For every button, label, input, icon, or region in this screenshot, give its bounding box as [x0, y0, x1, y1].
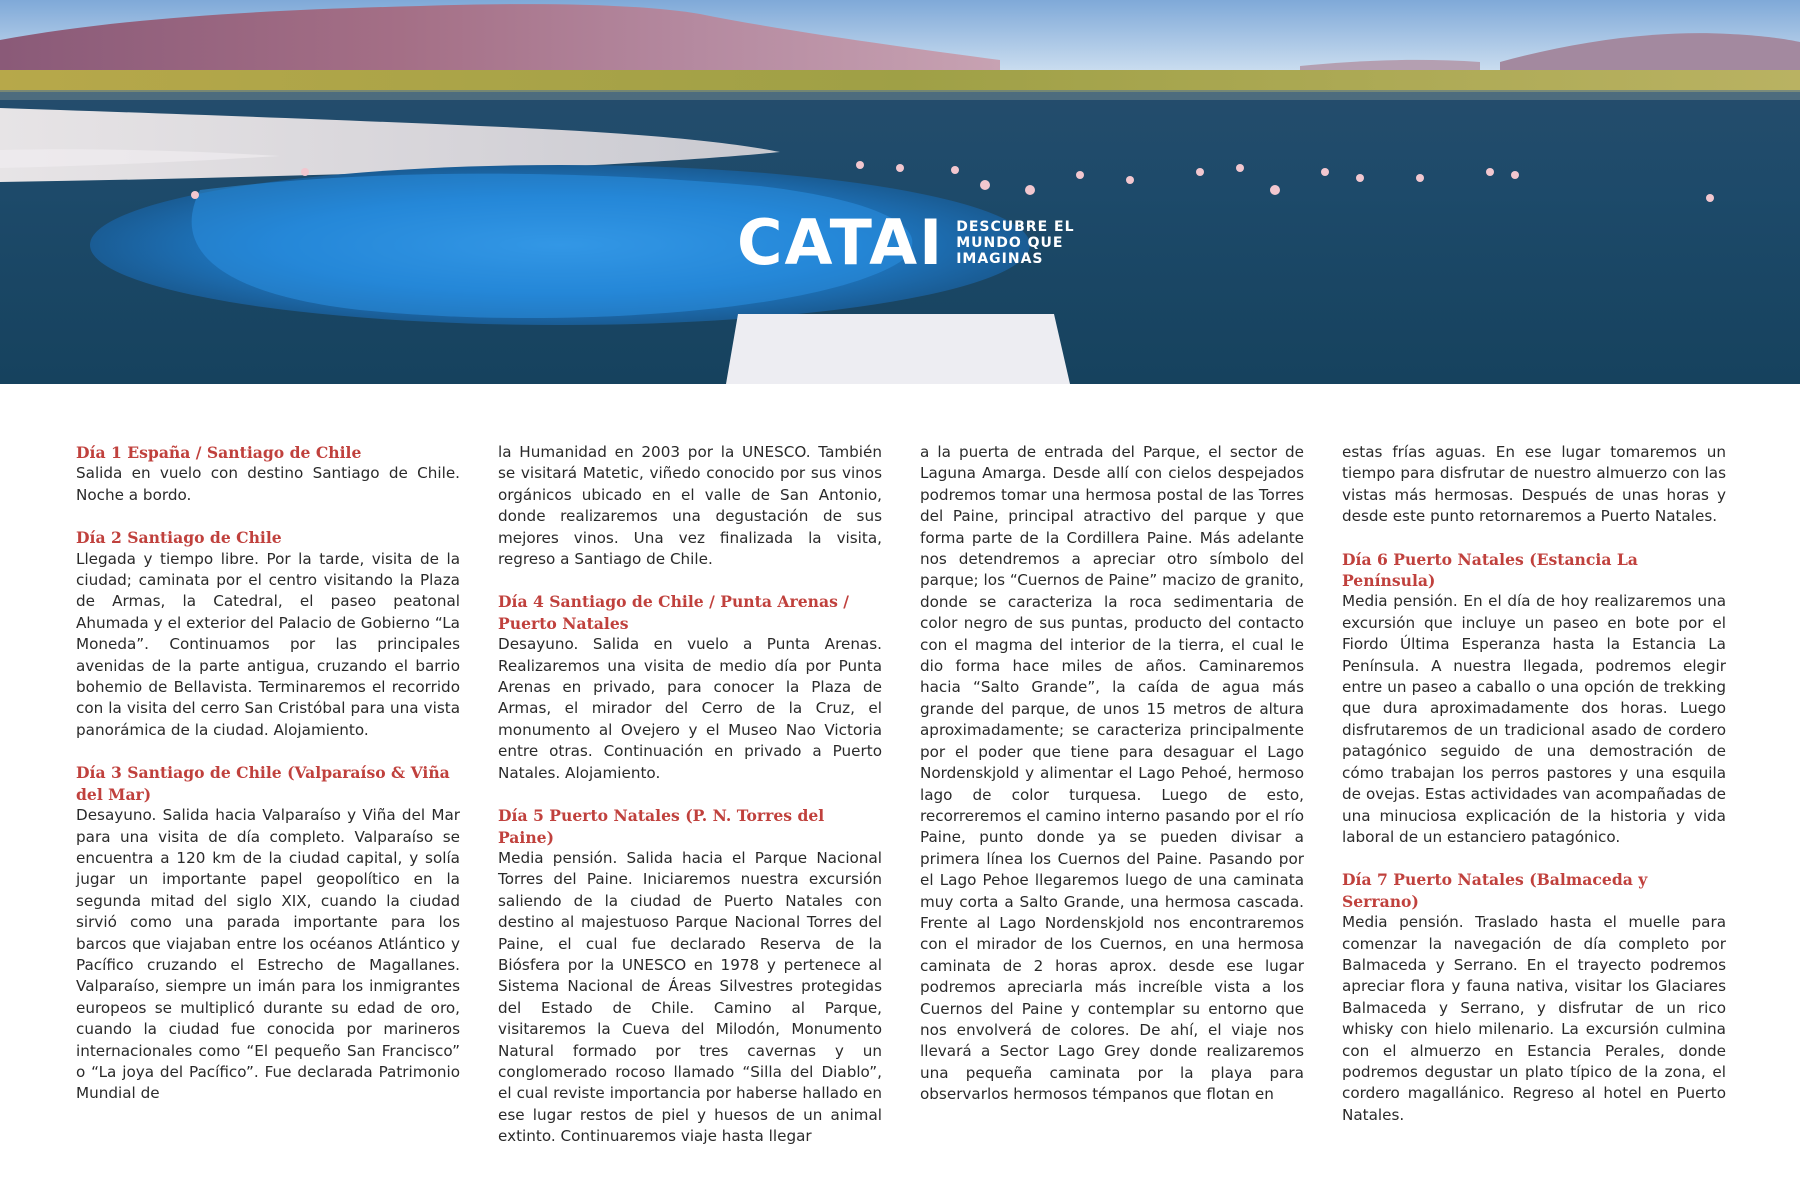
day-text: Media pensión. En el día de hoy realizaremos una excursión que incluye un paseo en bote por el Fiordo Última Esperanza hasta la Estancia La Península. A nuestra llegada, podremos elegir entre un paseo a caballo o una opción de trekking que dura aproximadamente dos horas. Luego disfrutaremos de un tradicional asado de cordero patagónico seguido de una demostración de cómo trabajan los perros pastores y una esquila de ovejas. Estas actividades van acompañadas de una minuciosa explicación de la historia y vida laboral de un estanciero patagónico.: [1342, 592, 1726, 846]
hero-photo: [0, 0, 1800, 384]
day-entry: [1342, 549, 1726, 849]
day-text: Salida en vuelo con destino Santiago de Chile. Noche a bordo.: [76, 464, 460, 504]
column-2: [498, 442, 882, 1146]
day-title: Día 7 Puerto Natales (Balmaceda y Serrano): [1342, 870, 1648, 911]
lagoon-landscape-image: [0, 0, 1800, 384]
day-text: Desayuno. Salida en vuelo a Punta Arenas. Realizaremos una visita de medio día por Punta Arenas en privado, para conocer la Plaza de Armas, el mirador del Cerro de la Cruz, el monumento al Ovejero y el Museo Nao Victoria entre otras. Continuación en privado a Puerto Natales. Alojamiento.: [498, 635, 882, 782]
column-3: [920, 442, 1304, 1142]
day-title: Día 2 Santiago de Chile: [76, 528, 282, 548]
tagline-line-1: DESCUBRE EL: [956, 219, 1075, 235]
day-title: Día 4 Santiago de Chile / Punta Arenas / Puerto Natales: [498, 592, 849, 633]
column-1: [76, 442, 460, 1142]
column-4: [1342, 442, 1726, 1142]
day-entry: [76, 442, 460, 506]
day-text: Media pensión. Salida hacia el Parque Nacional Torres del Paine. Iniciaremos nuestra excursión saliendo de la ciudad de Puerto Natales con destino al majestuoso Parque Nacional Torres del Paine, el cual fue declarado Reserva de la Biósfera por la UNESCO en 1978 y pertenece al Sistema Nacional de Áreas Silvestres protegidas del Estado de Chile. Camino al Parque, visitaremos la Cueva del Milodón, Monumento Natural formado por tres cavernas y un conglomerado rocoso llamado “Silla del Diablo”, el cual reviste importancia por haberse hallado en ese lugar restos de piel y huesos de un animal extinto. Continuaremos viaje hasta llegar: [498, 848, 882, 1146]
itinerary-columns: [76, 442, 1726, 1146]
logo-tagline: [956, 219, 1074, 267]
day-entry: [1342, 869, 1726, 1126]
tagline-line-2: MUNDO QUE: [956, 235, 1064, 251]
catai-logo: [737, 206, 1075, 279]
continued-text: la Humanidad en 2003 por la UNESCO. También se visitará Matetic, viñedo conocido por sus vinos orgánicos ubicado en el valle de San Antonio, donde realizaremos una degustación de sus mejores vinos. Una vez finalizada la visita, regreso a Santiago de Chile.: [498, 443, 882, 569]
logo-wordmark: CATAI: [737, 206, 945, 279]
day-title: Día 5 Puerto Natales (P. N. Torres del Paine): [498, 806, 825, 847]
continued-text: estas frías aguas. En ese lugar tomaremos un tiempo para disfrutar de nuestro almuerzo con las vistas más hermosas. Después de unas horas y desde este punto retornaremos a Puerto Natales.: [1342, 443, 1726, 526]
day-text: Media pensión. Traslado hasta el muelle para comenzar la navegación de día completo por Balmaceda y Serrano. En el trayecto podremos apreciar flora y fauna nativa, visitar los Glaciares Balmaceda y Serrano, y disfrutar de un rico whisky con hielo milenario. La excursión culmina con el almuerzo en Estancia Perales, donde podremos degustar un plato típico de la zona, el cordero magallánico. Regreso al hotel en Puerto Natales.: [1342, 913, 1726, 1124]
day-entry: [498, 591, 882, 784]
day-entry: [76, 762, 460, 1105]
day-text: Desayuno. Salida hacia Valparaíso y Viña del Mar para una visita de día completo. Valparaíso se encuentra a 120 km de la ciudad capital, y solía jugar un importante papel geopolítico en la segunda mitad del siglo XIX, cuando la ciudad sirvió como una parada importante para los barcos que viajaban entre los océanos Atlántico y Pacífico cruzando el Estrecho de Magallanes. Valparaíso, siempre un imán para los inmigrantes europeos se multiplicó durante su edad de oro, cuando la ciudad fue conocida por marineros internacionales como “El pequeño San Francisco” o “La joya del Pacífico”. Fue declarada Patrimonio Mundial de: [76, 806, 460, 1103]
day-entry: [76, 527, 460, 741]
day-title: Día 6 Puerto Natales (Estancia La Península): [1342, 549, 1638, 591]
day-title: Día 3 Santiago de Chile (Valparaíso & Viña del Mar): [76, 763, 450, 804]
day-text: Llegada y tiempo libre. Por la tarde, visita de la ciudad; caminata por el centro visitando la Plaza de Armas, la Catedral, el paseo peatonal Ahumada y el exterior del Palacio de Gobierno “La Moneda”. Continuamos por las principales avenidas de la parte antigua, cruzando el barrio bohemio de Bellavista. Terminaremos el recorrido con la visita del cerro San Cristóbal para una vista panorámica de la ciudad. Alojamiento.: [76, 549, 460, 739]
day-entry: [498, 805, 882, 1148]
day-title: Día 1 España / Santiago de Chile: [76, 443, 362, 462]
continued-text: a la puerta de entrada del Parque, el sector de Laguna Amarga. Desde allí con cielos despejados podremos tomar una hermosa postal de las Torres del Paine, principal atractivo del parque y que forma parte de la Cordillera Paine. Más adelante nos detendremos a apreciar otro símbolo del parque; los “Cuernos de Paine” macizo de granito, donde se caracteriza la roca sedimentaria de color negro de sus puntas, producto del contacto con el magma del interior de la tierra, el cual le dio forma hace miles de años. Caminaremos hacia “Salto Grande”, la caída de agua más grande del parque, de unos 15 metros de altura aproximadamente; se caracteriza principalmente por el poder que tiene para desaguar el Lago Nordenskjold y alimentar el Lago Pehoé, hermoso lago de color turquesa. Luego de esto, recorreremos el camino interno pasando por el río Paine, punto donde ya se pueden divisar a primera línea los Cuernos del Paine. Pasando por el Lago Pehoe llegaremos luego de una caminata muy corta a Salto Grande, una hermosa cascada. Frente al Lago Nordenskjold nos encontraremos con el mirador de los Cuernos, en una hermosa caminata de 2 horas aprox. desde ese lugar podremos apreciarla más increíble vista a los Cuernos del Paine y contemplar su entorno que nos envolverá de colores. De ahí, el viaje nos llevará a Sector Lago Grey donde realizaremos una pequeña caminata por la playa para observarlos hermosos témpanos que flotan en: [920, 443, 1304, 1104]
tagline-line-3: IMAGINAS: [956, 251, 1044, 267]
